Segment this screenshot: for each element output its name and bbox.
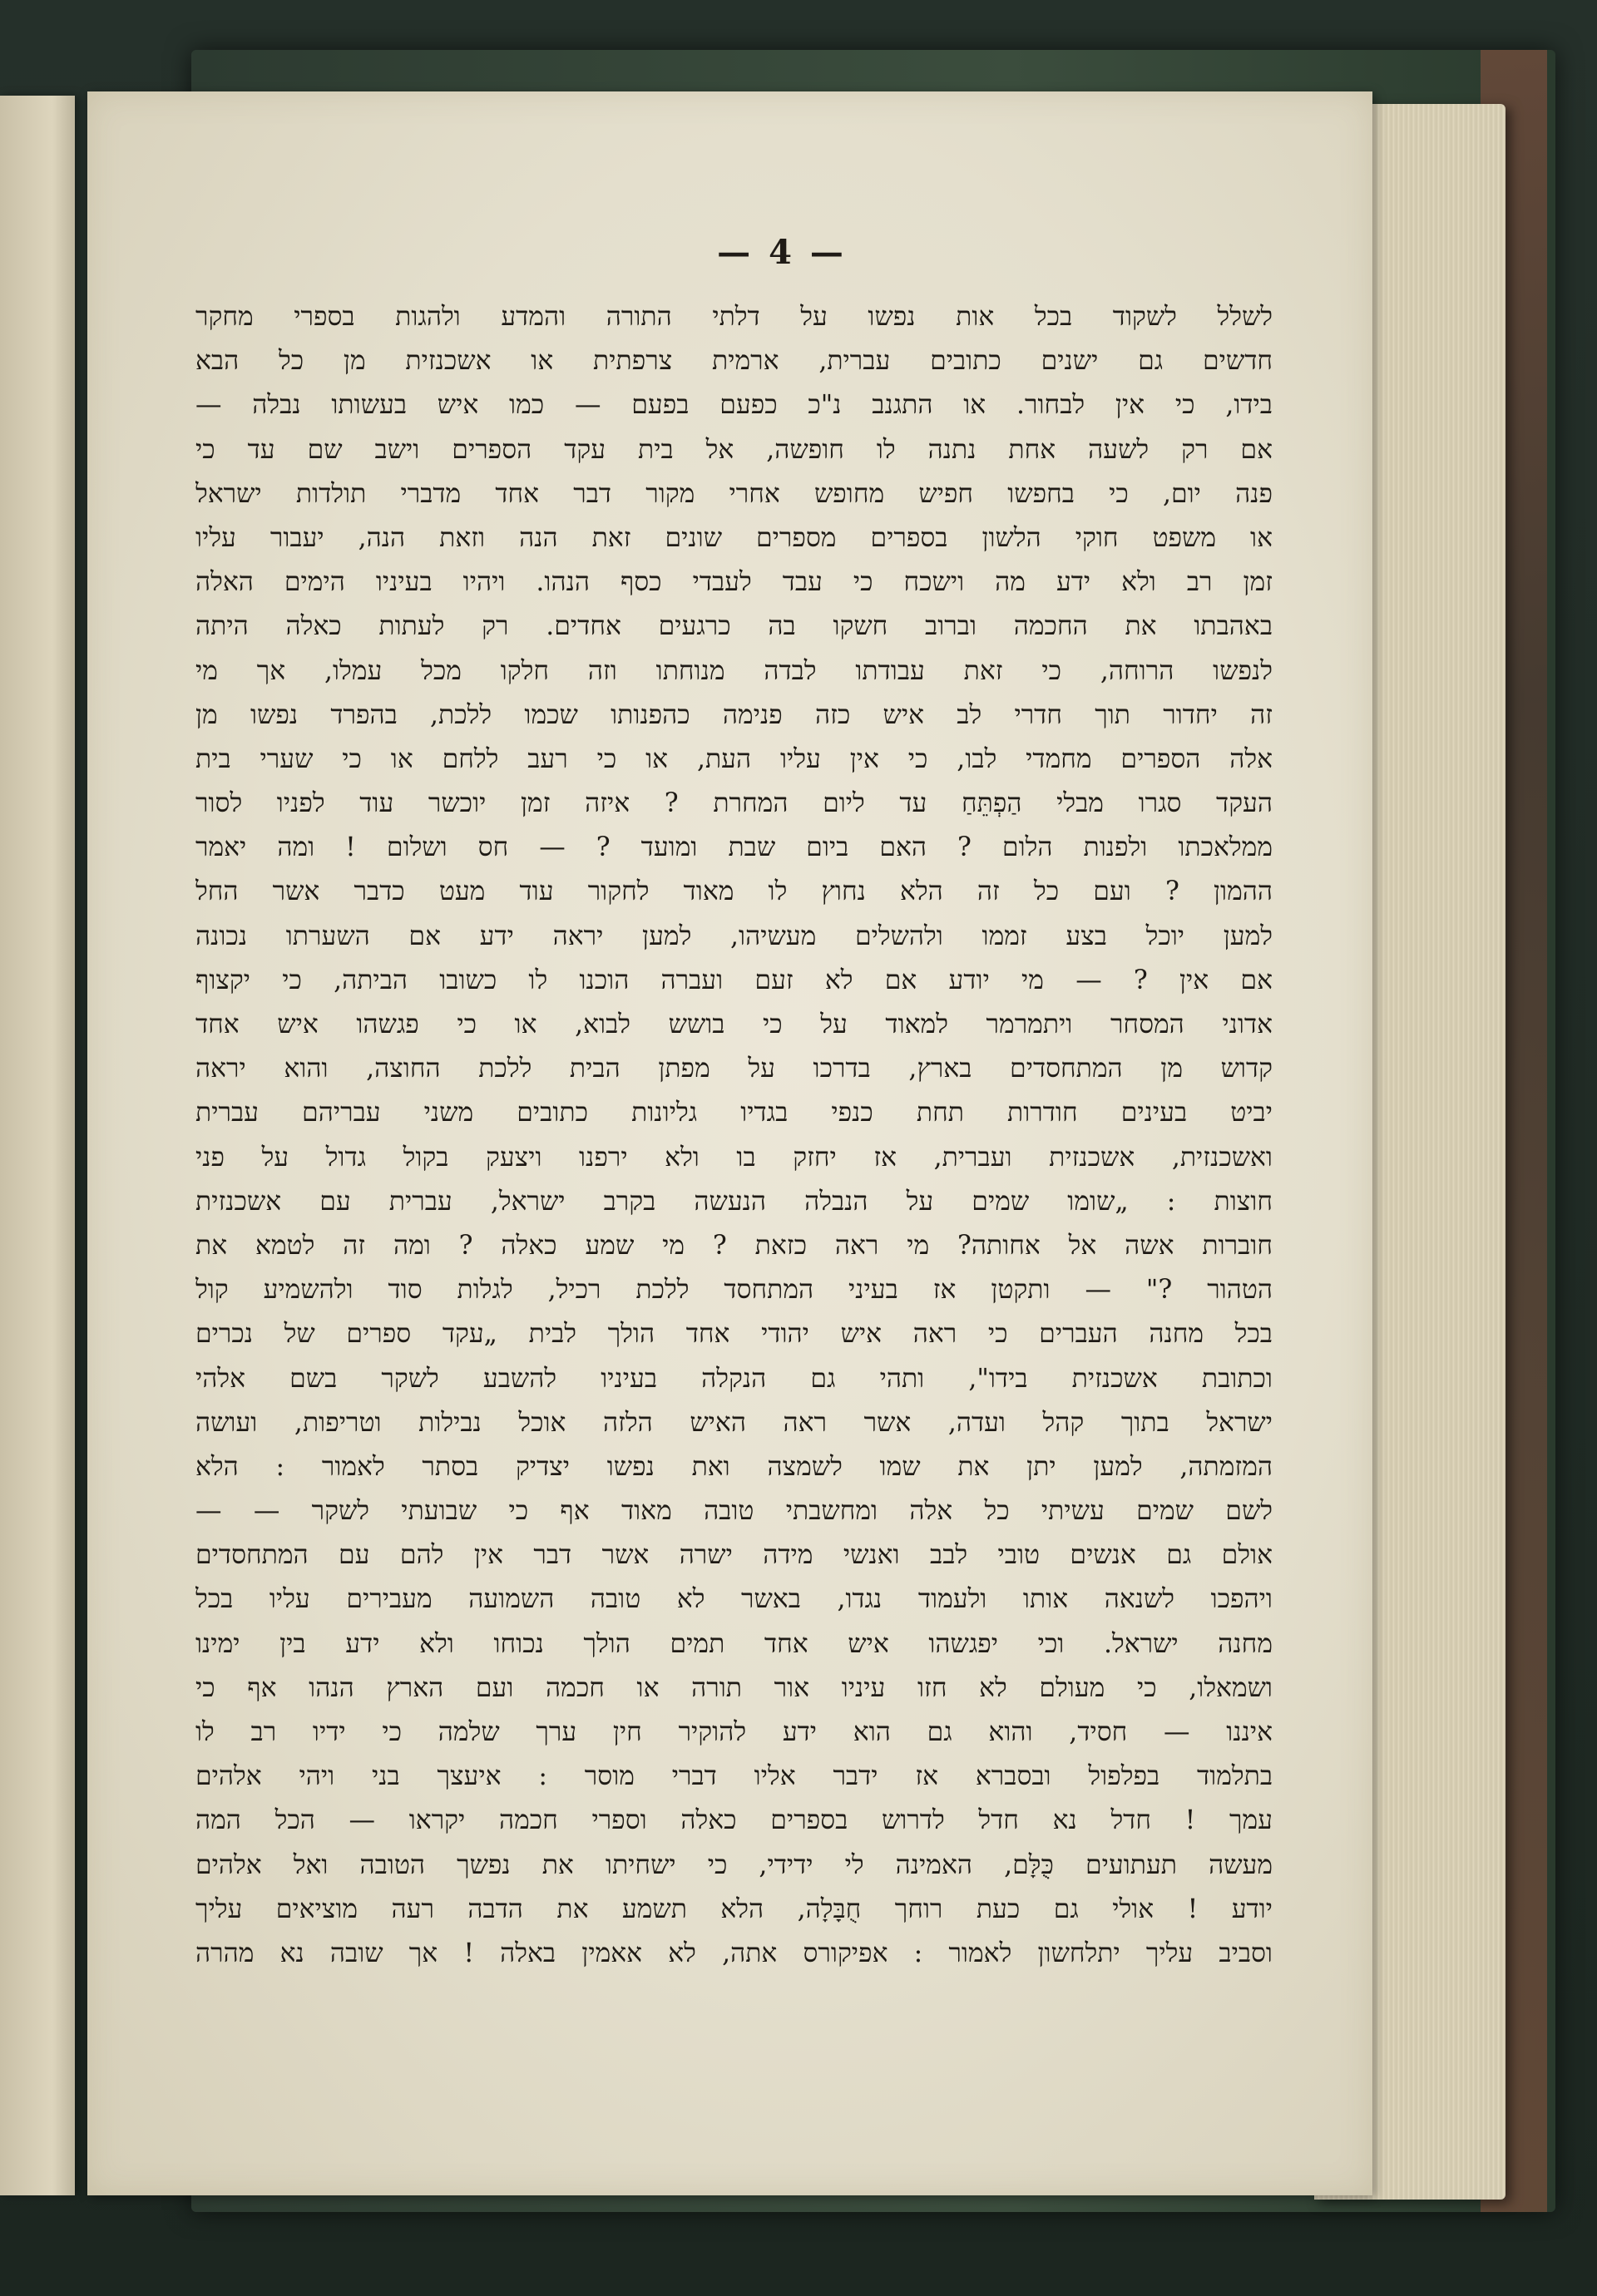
text-line-25: וכתובת אשכנזית בידו", ותהי גם הנקלה בעיניו להשבע לשקר בשם אלהי bbox=[195, 1363, 1273, 1394]
text-line-32: ושמאלו, כי מעולם לא חזו עיניו אור תורה או חכמה ועם הארץ הנהו אף כי bbox=[195, 1672, 1273, 1703]
text-line-30: ויהפכו לשנאה אותו ולעמוד נגדו, באשר לא טובה השמועה מעבירים עליו בכל bbox=[195, 1584, 1273, 1615]
body-text bbox=[195, 295, 1273, 1976]
text-line-9: לנפשו הרוחה, כי זאת עבודתו לבדה מנוחתו וזה חלקו מכל עמלו, אך מי bbox=[195, 655, 1273, 686]
text-line-12: העקד סגרו מבלי הַפְתֵּחַ עד ליום המחרת ? איזה זמן יוכשר עוד לפניו לסור bbox=[195, 788, 1273, 819]
text-line-22: חוברות אשה אל אחותה? מי ראה כזאת ? מי שמע כאלה ? ומה זה לטמא את bbox=[195, 1230, 1273, 1261]
text-line-36: מעשה תעתועים כֻּלָּם, האמינה לי ידידי, כי ישחיתו את נפשך הטובה ואל אלהים bbox=[195, 1849, 1273, 1880]
text-line-14: ההמון ? ועם כל זה הלא נחוץ לו מאוד לחקור עוד מעט כדבר אשר החל bbox=[195, 876, 1273, 907]
text-line-35: עמך ! חדל נא חדל לדרוש בספרים כאלה וספרי חכמה יקראו — הכל המה bbox=[195, 1805, 1273, 1836]
text-line-31: מחנה ישראל. וכי יפגשהו איש אחד תמים הולך נכוחו ולא ידע בין ימינו bbox=[195, 1628, 1273, 1659]
text-line-1: לשלל לשקוד בכל אות נפשו על דלתי התורה והמדע ולהגות בספרי מחקר bbox=[195, 302, 1273, 332]
text-line-26: ישראל בתוך קהל ועדה, אשר ראה האיש הלזה אוכל נבילות וטריפות, ועושה bbox=[195, 1407, 1273, 1438]
text-line-33: איננו — חסיד, והוא גם הוא ידע להוקיר חין ערך שלמה כי ידיו רב לו bbox=[195, 1717, 1273, 1747]
text-line-6: או משפט חוקי הלשון בספרים מספרים שונים זאת הנה וזאת הנה, יעבור עליו bbox=[195, 522, 1273, 553]
text-line-4: אם רק לשעה אחת נתנה לו חופשה, אל בית עקד הספרים וישב שם עד כי bbox=[195, 434, 1273, 465]
text-line-10: זה יחדור תוך חדרי לב איש כזה פנימה כהפנותו שכמו ללכת, בהפרד נפשו מן bbox=[195, 699, 1273, 730]
text-line-38: וסביב עליך יתלחשון לאמור : אפיקורס אתה, לא אאמין באלה ! אך שובה נא מהרה bbox=[195, 1938, 1273, 1968]
text-line-21: חוצות : „שומו שמים על הנבלה הנעשה בקרב ישראל, עברית עם אשכנזית bbox=[195, 1186, 1273, 1217]
text-line-19: יביט בעינים חודרות תחת כנפי בגדיו גליונות כתובים משני עבריהם עברית bbox=[195, 1098, 1273, 1128]
text-line-34: בתלמוד בפלפול ובסברא אז ידבר אליו דברי מוסר : איעצך בני ויהי אלהים bbox=[195, 1761, 1273, 1792]
book-page bbox=[87, 91, 1372, 2195]
text-line-2: חדשים גם ישנים כתובים עברית, ארמית צרפתית או אשכנזית מן כל הבא bbox=[195, 346, 1273, 377]
text-line-5: פנה יום, כי בחפשו חפיש מחופש אחרי מקור דבר אחד מדברי תולדות ישראל bbox=[195, 478, 1273, 509]
text-line-3: בידו, כי אין לבחור. או התגנב נ"כ כפעם בפעם — כמו איש בעשותו נבלה — bbox=[195, 390, 1273, 421]
text-line-23: הטהור ?" — ותקטן אז בעיני המתחסד ללכת רכיל, לגלות סוד ולהשמיע קול bbox=[195, 1275, 1273, 1306]
text-line-20: ואשכנזית, אשכנזית ועברית, אז יחזק בו ולא ירפנו ויצעק בקול גדול על פני bbox=[195, 1142, 1273, 1173]
text-line-15: למען יוכל בצע זממו ולהשלים מעשיהו, למען יראה ידע אם השערתו נכונה bbox=[195, 921, 1273, 951]
text-line-29: אולם גם אנשים טובי לבב ואנשי מידה ישרה אשר דבר אין להם עם המתחסדים bbox=[195, 1540, 1273, 1571]
text-line-24: בכל מחנה העברים כי ראה איש יהודי אחד הולך לבית „עקד ספרים של נכרים bbox=[195, 1319, 1273, 1350]
text-line-13: ממלאכתו ולפנות הלום ? האם ביום שבת ומועד ? — חס ושלום ! ומה יאמר bbox=[195, 832, 1273, 863]
text-line-17: אדוני המסחר ויתמרמר למאוד על כי בושש לבוא, או כי פגשהו איש אחד bbox=[195, 1010, 1273, 1039]
text-line-11: אלה הספרים מחמדי לבו, כי אין עליו העת, או כי רעב ללחם או כי שערי בית bbox=[195, 743, 1273, 774]
text-line-8: באהבתו את החכמה וברוב חשקו בה כרגעים אחדים. רק לעתות כאלה היתה bbox=[195, 611, 1273, 642]
text-line-37: יודע ! אולי גם כעת רוחך חֻבָּלָה, הלא תשמע את הדבה רעה מוציאים עליך bbox=[195, 1894, 1273, 1924]
text-line-18: קדוש מן המתחסדים בארץ, בדרכו על מפתן הבית ללכת החוצה, והוא יראה bbox=[195, 1054, 1273, 1084]
page-number: — 4 — bbox=[717, 233, 847, 272]
text-line-28: לשם שמים עשיתי כל אלה ומחשבתי טובה מאוד אף כי שבועתי לשקר — — bbox=[195, 1496, 1273, 1527]
text-line-7: זמן רב ולא ידע מה וישכח כי עבד לעבדי כסף הנהו. ויהיו בעיניו הימים האלה bbox=[195, 567, 1273, 598]
text-line-27: המזמתה, למען יתן את שמו לשמצה ואת נפשו יצדיק בסתר לאמור : הלא bbox=[195, 1451, 1273, 1482]
text-line-16: אם אין ? — מי יודע אם לא זעם ועברה הוכנו לו כשובו הביתה, כי יקצוף bbox=[195, 965, 1273, 995]
facing-page-edge bbox=[0, 96, 75, 2195]
